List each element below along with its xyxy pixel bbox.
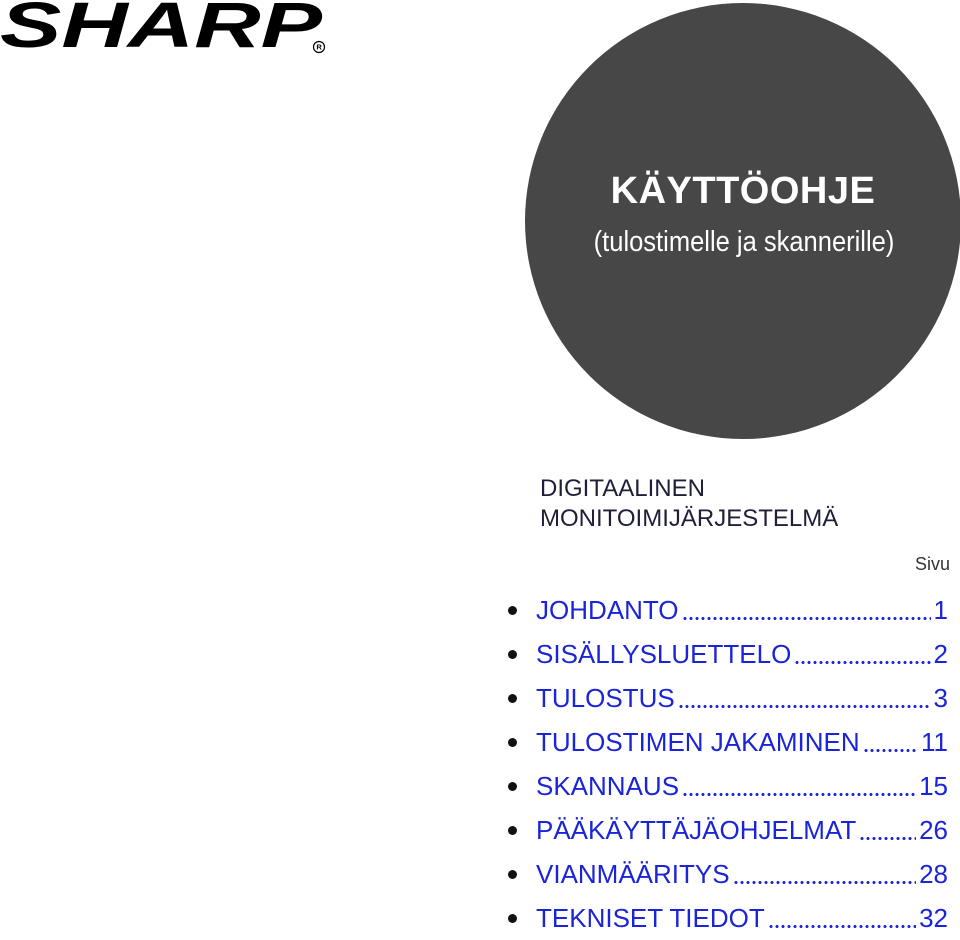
toc-link[interactable]: VIANMÄÄRITYS xyxy=(536,859,730,889)
bullet-icon xyxy=(508,914,517,923)
toc-item[interactable] xyxy=(508,632,948,676)
toc-page-number[interactable]: 32 xyxy=(919,903,948,933)
dot-leader xyxy=(682,793,916,796)
dot-leader xyxy=(678,705,931,708)
document-subtitle: (tulostimelle ja skannerille) xyxy=(593,226,895,258)
product-line-1: DIGITAALINEN xyxy=(540,475,705,502)
toc-page-number[interactable]: 1 xyxy=(933,595,948,625)
product-name xyxy=(540,474,838,534)
toc-link[interactable]: TEKNISET TIEDOT xyxy=(536,903,765,933)
toc-page-number[interactable]: 28 xyxy=(919,859,948,889)
dot-leader xyxy=(768,925,916,928)
toc-item[interactable] xyxy=(508,588,948,632)
toc-page-number[interactable]: 11 xyxy=(921,727,948,757)
toc-link[interactable]: SKANNAUS xyxy=(536,771,680,801)
registered-mark: R xyxy=(316,42,322,52)
toc-page-number[interactable]: 2 xyxy=(933,639,948,669)
product-line-2: MONITOIMIJÄRJESTELMÄ xyxy=(540,505,839,532)
toc-page-number[interactable]: 3 xyxy=(933,683,948,713)
bullet-icon xyxy=(508,606,517,615)
dot-leader xyxy=(794,661,930,664)
toc-page-header: Sivu xyxy=(915,554,951,574)
toc-link[interactable]: SISÄLLYSLUETTELO xyxy=(536,639,792,669)
toc-page-number[interactable]: 15 xyxy=(919,771,948,801)
toc-item[interactable] xyxy=(508,676,948,720)
bullet-icon xyxy=(508,826,517,835)
dot-leader xyxy=(733,881,916,884)
dot-leader xyxy=(863,749,918,752)
bullet-icon xyxy=(508,650,517,659)
dot-leader xyxy=(859,837,916,840)
toc-item[interactable] xyxy=(508,808,948,852)
bullet-icon xyxy=(508,870,517,879)
toc-item[interactable] xyxy=(508,852,948,896)
bullet-icon xyxy=(508,782,517,791)
sharp-logo xyxy=(0,0,330,56)
dot-leader xyxy=(682,617,931,620)
toc-item[interactable] xyxy=(508,896,948,940)
toc-page-number[interactable]: 26 xyxy=(919,815,948,845)
toc-link[interactable]: JOHDANTO xyxy=(536,595,679,625)
document-title: KÄYTTÖOHJE xyxy=(610,170,876,212)
cover-circle xyxy=(525,3,960,439)
toc-link[interactable]: TULOSTUS xyxy=(536,683,675,713)
bullet-icon xyxy=(508,738,517,747)
bullet-icon xyxy=(508,694,517,703)
toc-link[interactable]: PÄÄKÄYTTÄJÄOHJELMAT xyxy=(536,815,857,845)
toc-item[interactable] xyxy=(508,720,948,764)
toc-item[interactable] xyxy=(508,764,948,808)
toc-link[interactable]: TULOSTIMEN JAKAMINEN xyxy=(536,727,860,757)
logo-wordmark: SHARP xyxy=(0,0,323,56)
table-of-contents xyxy=(508,588,948,940)
